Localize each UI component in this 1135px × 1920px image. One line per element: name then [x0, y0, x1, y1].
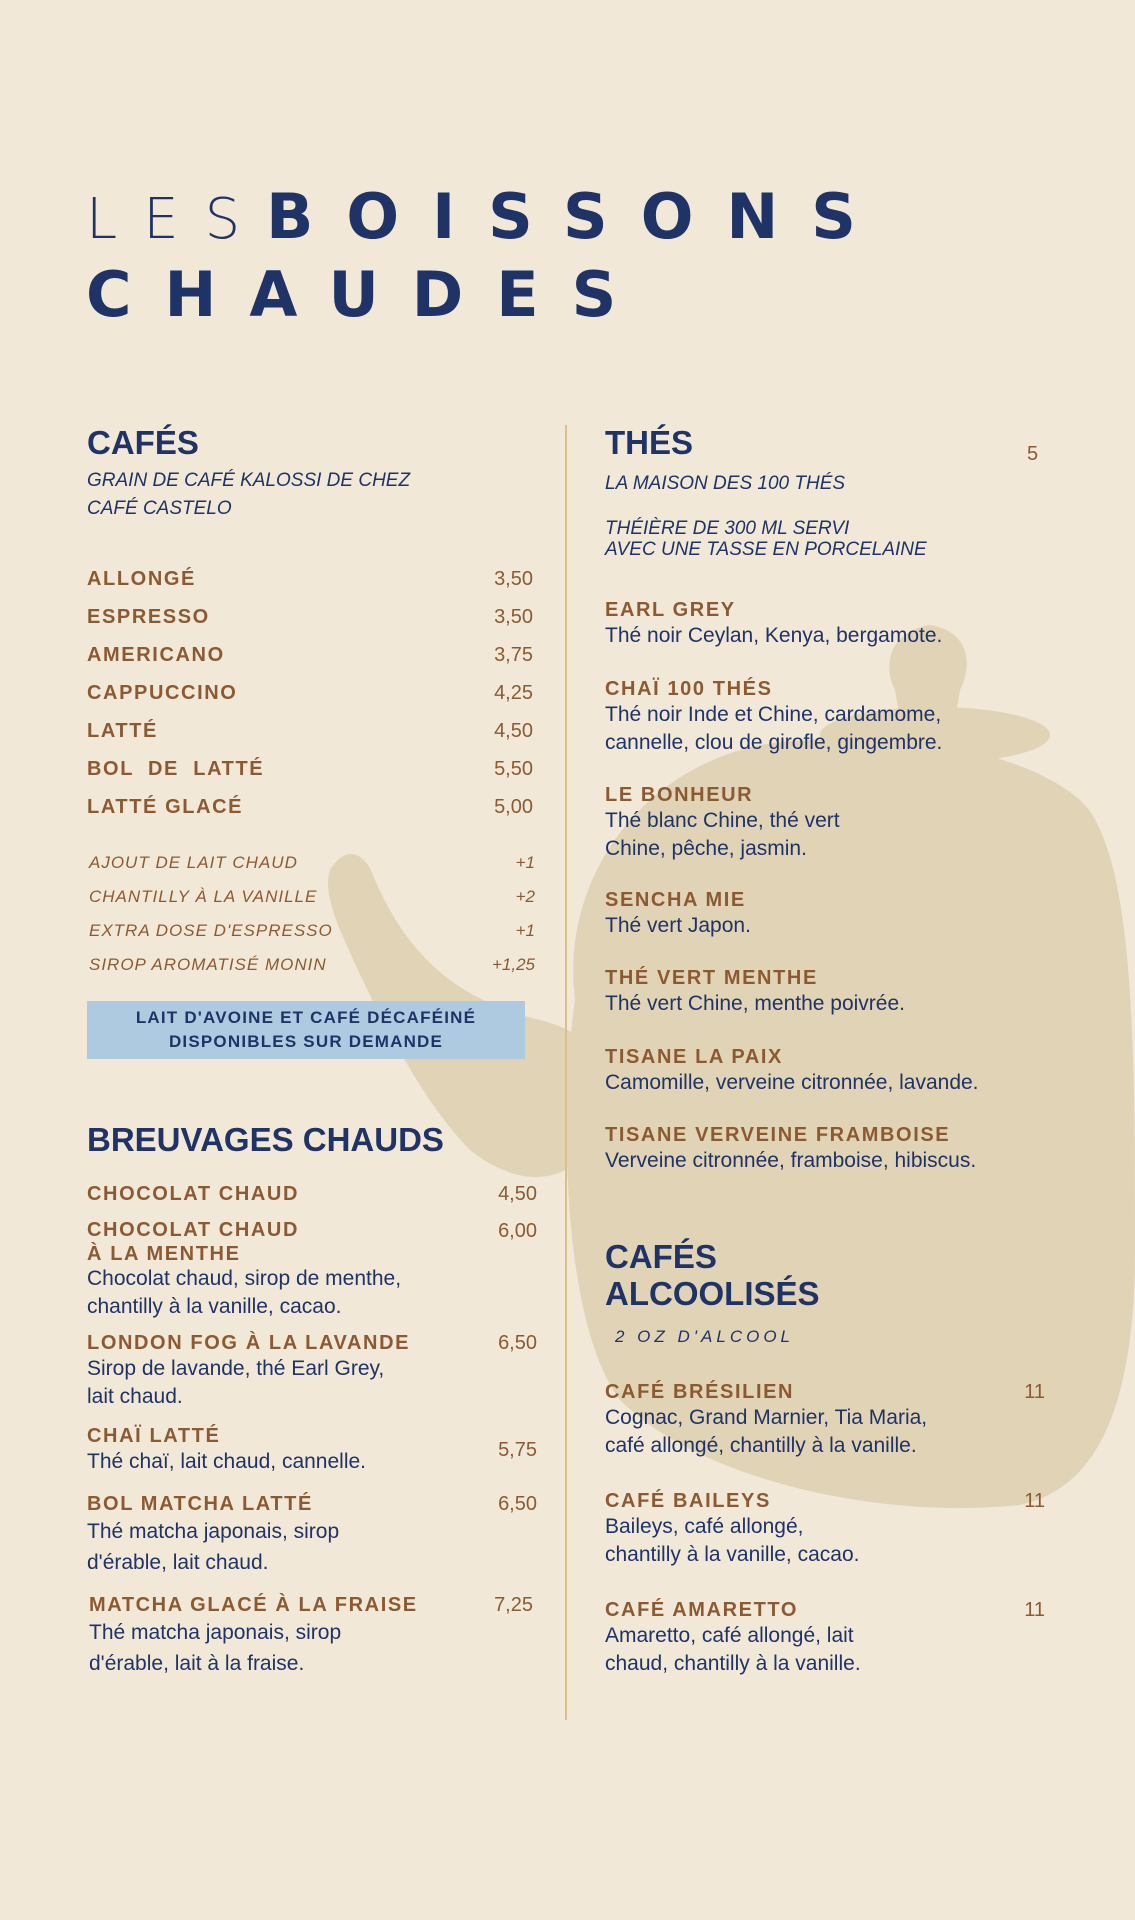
item-description: Thé chaï, lait chaud, cannelle. [87, 1450, 367, 1473]
item-name: CAFÉ BRÉSILIEN [605, 1381, 795, 1403]
item-description: Verveine citronnée, framboise, hibiscus. [605, 1149, 977, 1172]
list-item [89, 1593, 539, 1679]
thes-title: THÉS [605, 424, 694, 461]
item-price: 4,50 [494, 720, 533, 742]
list-item [87, 560, 533, 598]
item-description: Thé matcha japonais, sirop [87, 1520, 340, 1543]
item-description: Baileys, café allongé, [605, 1515, 804, 1538]
cafes-list [87, 560, 533, 826]
title-bold-word2: CHAUDES [86, 258, 650, 331]
item-description: d'érable, lait à la fraise. [89, 1652, 305, 1675]
item-name: ESPRESSO [87, 606, 210, 628]
item-description: Chine, pêche, jasmin. [605, 837, 807, 860]
item-price: 11 [1024, 1381, 1045, 1403]
alcool-subtitle: 2 OZ D'ALCOOL [615, 1327, 795, 1346]
item-description: Camomille, verveine citronnée, lavande. [605, 1071, 979, 1094]
extra-item [89, 948, 535, 982]
item-name: LATTÉ [87, 720, 158, 742]
item-name: MATCHA GLACÉ À LA FRAISE [89, 1594, 418, 1616]
thes-subtitle2-line1: THÉIÈRE DE 300 ML SERVI [605, 518, 850, 539]
extra-price: +1 [515, 853, 535, 872]
list-item [605, 1598, 1045, 1678]
item-price: 7,25 [494, 1594, 533, 1616]
item-name: CAFÉ BAILEYS [605, 1490, 771, 1512]
list-item [87, 750, 533, 788]
list-item [87, 788, 533, 826]
item-price: 4,25 [494, 682, 533, 704]
item-name: THÉ VERT MENTHE [605, 967, 818, 989]
alcool-title [605, 1238, 820, 1312]
list-item [605, 888, 1045, 940]
item-description: Thé blanc Chine, thé vert [605, 809, 840, 832]
page-title-line2 [86, 258, 650, 345]
item-name: AMERICANO [87, 644, 225, 666]
item-description: chantilly à la vanille, cacao. [87, 1295, 342, 1318]
list-item [605, 1045, 1045, 1097]
list-item [605, 677, 1045, 757]
list-item [87, 1182, 537, 1206]
item-name: EARL GREY [605, 599, 736, 621]
item-name: CHOCOLAT CHAUD [87, 1183, 300, 1205]
item-description: Thé noir Ceylan, Kenya, bergamote. [605, 624, 943, 647]
column-divider [565, 425, 567, 1720]
item-description: lait chaud. [87, 1385, 183, 1408]
list-item [605, 1489, 1045, 1569]
extras-list [89, 846, 535, 982]
cafes-subtitle-line2: CAFÉ CASTELO [87, 498, 232, 519]
item-description: Thé noir Inde et Chine, cardamome, [605, 703, 942, 726]
extra-item [89, 914, 535, 948]
list-item [87, 1492, 537, 1578]
item-price: 5,75 [498, 1439, 537, 1461]
item-price: 4,50 [498, 1183, 537, 1205]
list-item [87, 674, 533, 712]
item-description: d'érable, lait chaud. [87, 1551, 269, 1574]
extra-name: CHANTILLY À LA VANILLE [89, 887, 318, 906]
thes-subtitle1: LA MAISON DES 100 THÉS [605, 473, 846, 494]
notice-line1: LAIT D'AVOINE ET CAFÉ DÉCAFÉINÉ [135, 1008, 477, 1027]
item-description: Chocolat chaud, sirop de menthe, [87, 1267, 402, 1290]
extra-item [89, 846, 535, 880]
list-item [605, 1380, 1045, 1460]
item-name: CAFÉ AMARETTO [605, 1599, 799, 1621]
item-description: chantilly à la vanille, cacao. [605, 1543, 860, 1566]
item-name: LONDON FOG À LA LAVANDE [87, 1332, 411, 1354]
item-price: 3,50 [494, 568, 533, 590]
item-price: 6,50 [498, 1493, 537, 1515]
list-item [605, 966, 1045, 1018]
list-item [87, 598, 533, 636]
thes-subtitle2-line2: AVEC UNE TASSE EN PORCELAINE [605, 539, 927, 560]
list-item [87, 712, 533, 750]
item-description: Amaretto, café allongé, lait [605, 1624, 854, 1647]
item-name: ALLONGÉ [87, 568, 196, 590]
item-name: BOL MATCHA LATTÉ [87, 1493, 313, 1515]
list-item [87, 1331, 537, 1411]
item-description: café allongé, chantilly à la vanille. [605, 1434, 917, 1457]
item-name: TISANE VERVEINE FRAMBOISE [605, 1124, 951, 1146]
title-light-word: LES [86, 187, 267, 252]
item-name: CHAÏ LATTÉ [87, 1425, 221, 1447]
list-item [87, 1424, 537, 1476]
list-item [605, 783, 1045, 863]
item-name: CAPPUCCINO [87, 682, 238, 704]
item-price: 5,50 [494, 758, 533, 780]
extra-name: AJOUT DE LAIT CHAUD [89, 853, 298, 872]
item-description: chaud, chantilly à la vanille. [605, 1652, 861, 1675]
item-description: cannelle, clou de girofle, gingembre. [605, 731, 943, 754]
item-name: TISANE LA PAIX [605, 1046, 783, 1068]
item-name: CHAÏ 100 THÉS [605, 678, 773, 700]
cafes-title: CAFÉS [87, 424, 199, 461]
extra-price: +1,25 [491, 955, 535, 974]
item-name: CHOCOLAT CHAUD [87, 1219, 300, 1241]
thes-price: 5 [1027, 443, 1039, 465]
alcool-title-line2: ALCOOLISÉS [605, 1275, 820, 1312]
thes-subtitle2 [605, 518, 927, 560]
breuvages-title: BREUVAGES CHAUDS [87, 1121, 444, 1158]
item-price: 5,00 [494, 796, 533, 818]
extra-name: EXTRA DOSE D'ESPRESSO [89, 921, 333, 940]
cafes-subtitle [87, 467, 410, 523]
list-item [605, 598, 1045, 650]
extra-item [89, 880, 535, 914]
item-description: Thé vert Chine, menthe poivrée. [605, 992, 905, 1015]
notice-line2: DISPONIBLES SUR DEMANDE [168, 1032, 444, 1051]
item-price: 11 [1024, 1490, 1045, 1512]
page-title-line1 [86, 180, 889, 266]
item-description: Sirop de lavande, thé Earl Grey, [87, 1357, 385, 1380]
cafes-subtitle-line1: GRAIN DE CAFÉ KALOSSI DE CHEZ [87, 470, 411, 491]
item-price: 6,50 [498, 1332, 537, 1354]
extra-name: SIROP AROMATISÉ MONIN [89, 955, 327, 974]
extra-price: +2 [515, 887, 535, 906]
item-price: 3,75 [494, 644, 533, 666]
item-description: Cognac, Grand Marnier, Tia Maria, [605, 1406, 928, 1429]
title-bold-word: BOISSONS [266, 180, 889, 253]
item-description: Thé vert Japon. [605, 914, 751, 937]
item-price: 3,50 [494, 606, 533, 628]
item-description: Thé matcha japonais, sirop [89, 1621, 342, 1644]
item-name: LATTÉ GLACÉ [87, 796, 244, 818]
alcool-title-line1: CAFÉS [605, 1238, 717, 1275]
list-item [605, 1123, 1045, 1175]
alternative-milk-notice [87, 1001, 525, 1059]
item-price: 6,00 [498, 1220, 537, 1242]
item-price: 11 [1024, 1599, 1045, 1621]
extra-price: +1 [515, 921, 535, 940]
list-item [87, 1219, 537, 1321]
item-name: BOL DE LATTÉ [87, 758, 265, 780]
item-name-line2: À LA MENTHE [87, 1243, 241, 1265]
list-item [87, 636, 533, 674]
item-name: LE BONHEUR [605, 784, 754, 806]
item-name: SENCHA MIE [605, 889, 746, 911]
